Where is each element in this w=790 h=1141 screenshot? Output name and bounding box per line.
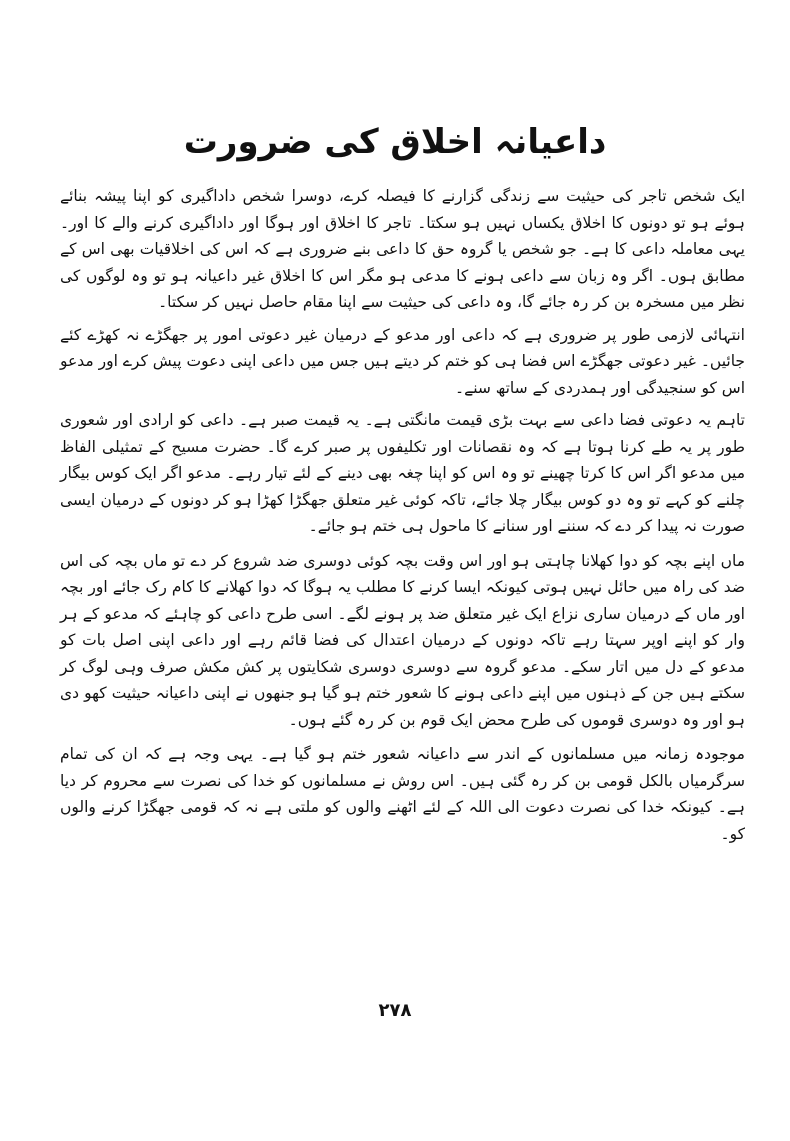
paragraph-1: ایک شخص تاجر کی حیثیت سے زندگی گزارنے کا فیصلہ کرے، دوسرا شخص داداگیری کو اپنا پیشہ بنائے ہوئے ہو تو دونوں کا اخلاق یکساں نہیں ہو سکتا۔ تاجر کا اخلاق اور ہوگا اور داداگیری کرنے والے کا اور۔ یہی معاملہ داعی کا ہے۔ جو شخص یا گروہ حق کا داعی بنے ضروری ہے کہ اس کی اخلاقیات بھی اس کے مطابق ہوں۔ اگر وہ زبان سے داعی ہونے کا مدعی ہو مگر اس کا اخلاق غیر داعیانہ ہو تو وہ لوگوں کی نظر میں مسخرہ بن کر رہ جائے گا، وہ داعی کی حیثیت سے اپنا مقام حاصل نہیں کر سکتا۔ <box>60 187 745 311</box>
page-number: ۲۷۸ <box>378 1000 412 1021</box>
paragraph-3: تاہم یہ دعوتی فضا داعی سے بہت بڑی قیمت مانگتی ہے۔ یہ قیمت صبر ہے۔ داعی کو ارادی اور شعوری طور پر یہ طے کرنا ہوتا ہے کہ وہ نقصانات اور تکلیفوں پر صبر کرے گا۔ حضرت مسیح کے تمثیلی الفاظ میں مدعو اگر اس کا کرتا چھینے تو وہ اس کو اپنا چغہ بھی دینے کے لئے تیار رہے۔ مدعو اگر ایک کوس بیگار چلنے کو کہے تو وہ دو کوس بیگار چلا جائے، تاکہ کوئی غیر متعلق جھگڑا کھڑا ہو کر دونوں کے درمیان ایسی صورت نہ پیدا کر دے کہ سننے اور سنانے کا ماحول ہی ختم ہو جائے۔ <box>60 411 745 535</box>
page-title: داعیانہ اخلاق کی ضرورت <box>183 122 607 162</box>
paragraph-4: ماں اپنے بچہ کو دوا کھلانا چاہتی ہو اور اس وقت بچہ کوئی دوسری ضد شروع کر دے تو ماں بچہ کی اس ضد کی راہ میں حائل نہیں ہوتی کیونکہ ایسا کرنے کا مطلب یہ ہوگا کہ دوا کھلانے کا کام رک جائے اور بچہ اور ماں کے درمیان ساری نزاع ایک غیر متعلق ضد پر ہونے لگے۔ اسی طرح داعی کو چاہئے کہ مدعو کے ہر وار کو اپنے اوپر سہتا رہے تاکہ دونوں کے درمیان اعتدال کی فضا قائم رہے اور داعی اپنی اصل بات کو مدعو کے دل میں اتار سکے۔ مدعو گروہ سے دوسری دوسری شکایتوں پر کش مکش صرف وہی لوگ کر سکتے ہیں جن کے ذہنوں میں اپنے داعی ہونے کا شعور ختم ہو گیا ہو جنھوں نے اپنی داعیانہ حیثیت کھو دی ہو اور وہ دوسری قوموں کی طرح محض ایک قوم بن کر رہ گئے ہوں۔ <box>60 551 745 729</box>
body-text <box>60 183 745 853</box>
paragraph-5: موجودہ زمانہ میں مسلمانوں کے اندر سے داعیانہ شعور ختم ہو گیا ہے۔ یہی وجہ ہے کہ ان کی تمام سرگرمیاں بالکل قومی بن کر رہ گئی ہیں۔ اس روش نے مسلمانوں کو خدا کی نصرت سے محروم کر دیا ہے۔ کیونکہ خدا کی نصرت دعوت الی اللہ کے لئے اٹھنے والوں کو ملتی ہے نہ کہ قومی جھگڑا کرنے والوں کو۔ <box>60 745 745 843</box>
paragraph-2: انتہائی لازمی طور پر ضروری ہے کہ داعی اور مدعو کے درمیان غیر دعوتی امور پر جھگڑے نہ کھڑے کئے جائیں۔ غیر دعوتی جھگڑے اس فضا ہی کو ختم کر دیتے ہیں جس میں داعی اپنی دعوت پیش کرے اور مدعو اس کو سنجیدگی اور ہمدردی کے ساتھ سنے۔ <box>60 325 745 397</box>
